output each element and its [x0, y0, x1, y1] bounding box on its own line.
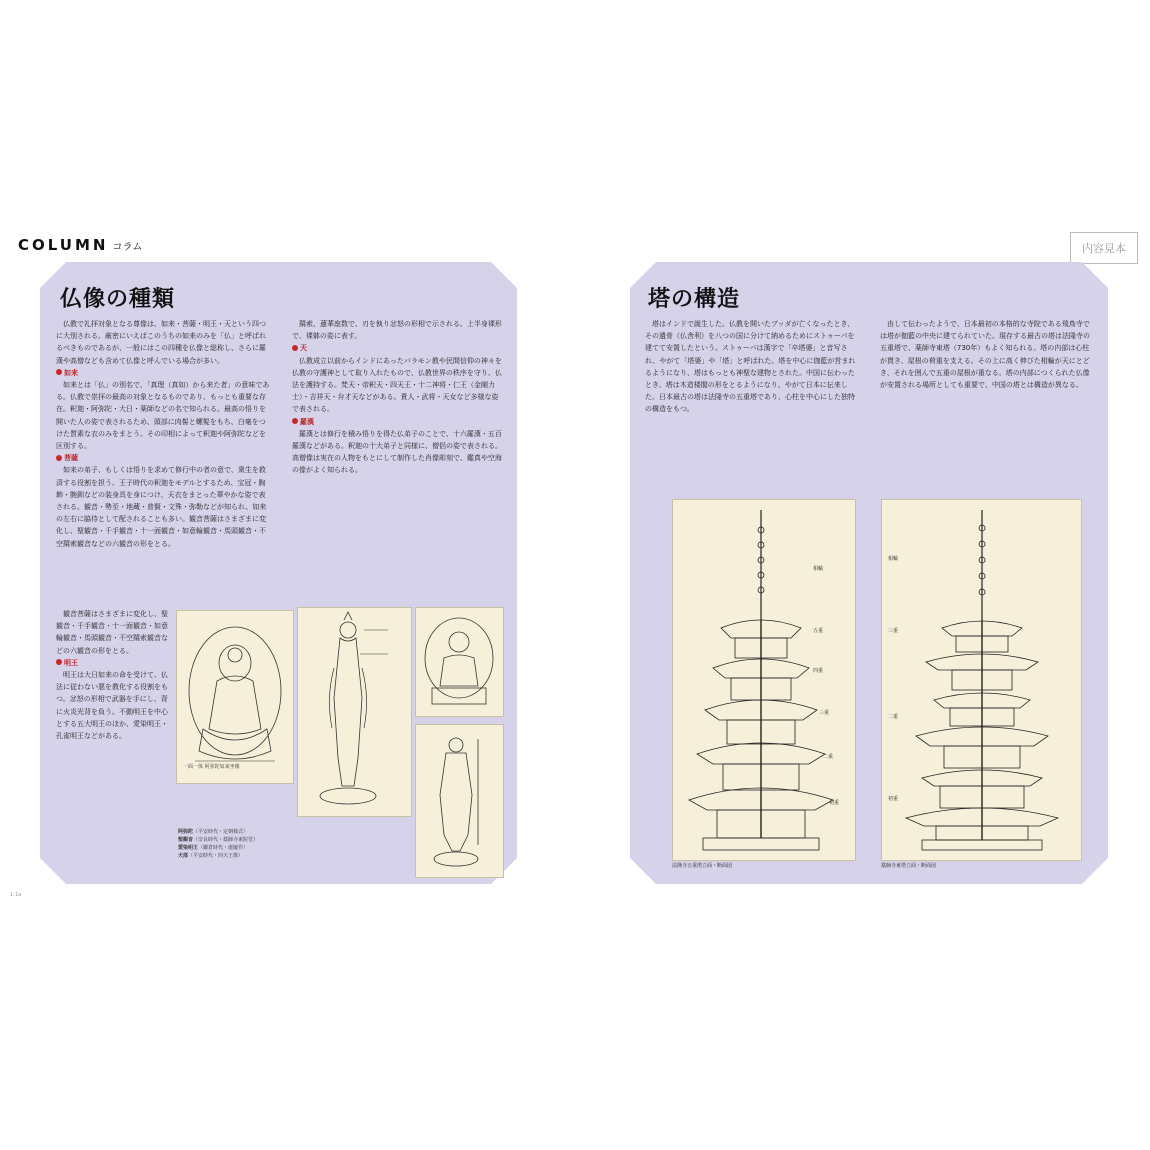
- myoo-paragraph: 明王は大日如来の命を受けて、仏法に従わない悪を教化する役割をもつ。忿怒の形相で武器を手にし、背に火炎光背を負う。不動明王を中心とする五大明王のほか、愛染明王・孔雀明王などがある。: [56, 671, 168, 741]
- subheading-bosatsu: 菩薩: [56, 452, 271, 464]
- caption-row: 愛染明王（鎌倉時代・運慶作）: [178, 845, 249, 851]
- pagoda1-level-label: 五重: [813, 628, 824, 634]
- right-text-column-1: [645, 318, 860, 488]
- pagoda2-top-label: 相輪: [888, 556, 899, 562]
- column-label: COLUMN: [18, 236, 109, 254]
- subheading-rakan: 羅漢: [292, 416, 502, 428]
- pagoda2-level-label: 三重: [888, 628, 899, 634]
- right-text-column-2: [880, 318, 1093, 488]
- left-text-column-1: [56, 318, 271, 608]
- column-header: [18, 236, 142, 254]
- pagoda1-level-label: 初重: [829, 800, 840, 806]
- pagoda-paragraph-2: 由して伝わったようで、日本最初の本格的な寺院である飛鳥寺では塔が伽藍の中央に建てられていた。現存する最古の塔は法隆寺の五重塔で、薬師寺東塔（730年）もよく知られる。塔の内部は心柱が貫き、屋根の荷重を支える。その上に高く伸びた相輪が天にとどき、それを囲んで五重の屋根が重なる。塔の内部につくられた仏像が安置される場所としても重要で、中国の塔とは構造が異なる。: [880, 320, 1090, 390]
- pagoda-drawing-2: [882, 500, 1081, 860]
- right-page-title: 塔の構造: [648, 287, 741, 312]
- page-number: 1-1a: [10, 892, 22, 898]
- column-label-ja: コラム: [112, 242, 143, 253]
- kannon-drawing: [298, 608, 411, 816]
- sample-stamp: 内容見本: [1070, 232, 1138, 264]
- col2-intro: 羂索、蓮華座数で、刃を執り忿怒の形相で示される。上半身裸形で、裸躰の姿に表す。: [292, 320, 502, 341]
- left-text-column-narrow: [56, 608, 168, 878]
- pagoda1-level-label: 二重: [823, 754, 834, 760]
- left-text-column-2: [292, 318, 502, 558]
- figure-myoo: [415, 607, 504, 717]
- subheading-myoo: 明王: [56, 657, 168, 669]
- figure-amida: [176, 610, 294, 784]
- pagoda-drawing-1: [673, 500, 855, 860]
- figure-pagoda-horyuji: [672, 499, 856, 861]
- subheading-nyorai: 如来: [56, 367, 271, 379]
- pagoda1-level-label: 三重: [819, 710, 830, 716]
- myoo-drawing: [416, 608, 503, 716]
- pagoda2-level-label: 初重: [888, 796, 899, 802]
- figure-captions: [178, 828, 293, 860]
- ten-paragraph: 仏教成立以前からインドにあったバラモン教や民間信仰の神々を仏教の守護神として取り入れたもので、仏教世界の秩序を守り、仏法を護持する。梵天・帝釈天・四天王・十二神将・仁王（金剛力士）・吉祥天・弁才天などがある。貴人・武将・天女など多様な姿で表される。: [292, 356, 502, 414]
- bosatsu-paragraph-cont: 観音菩薩はさまざまに変化し、聖観音・千手観音・十一面観音・如意輪観音・馬頭観音・不空羂索観音などの六観音の形をとる。: [56, 610, 168, 655]
- amida-drawing: [177, 611, 293, 783]
- caption-row: 聖観音（奈良時代・薬師寺東院堂）: [178, 837, 259, 843]
- caption-row: 阿弥陀（平安時代・定朝様式）: [178, 829, 249, 835]
- figure-note: 一面一体 阿弥陀如来坐像: [183, 764, 240, 770]
- figure-ten: [415, 724, 504, 878]
- left-page-title: 仏像の種類: [60, 287, 176, 312]
- pagoda-paragraph-1: 塔はインドで誕生した。仏教を開いたブッダが亡くなったとき、その遺骨（仏舎利）を八つの国に分けて納めるためにストゥーパを建てて安置したという。ストゥーパは漢字で「卒塔婆」と音写され、やがて「塔婆」や「塔」と呼ばれた。塔を中心に伽藍が営まれるようになり、塔はもっとも神聖な建物とされた。中国に伝わったとき、塔は木造楼閣の形をとるようになり、やがて日本に伝来した。日本最古の塔は法隆寺の五重塔であり、心柱を中心にした独特の構造をもつ。: [645, 320, 856, 414]
- figure-pagoda-yakushiji: [881, 499, 1082, 861]
- pagoda1-level-label: 四重: [813, 668, 824, 674]
- rakan-paragraph: 羅漢とは修行を積み悟りを得た仏弟子のことで、十六羅漢・五百羅漢などがある。釈迦の十大弟子と同様に、僧侶の姿で表される。高僧像は実在の人物をもとにして制作した肖像彫刻で、鑑真や空海の像がよく知られる。: [292, 429, 502, 475]
- caption-row: 天部（平安時代・四天王像）: [178, 853, 244, 859]
- nyorai-paragraph: 如来とは「仏」の別名で、「真理（真如）から来た者」の意味である。仏教で崇拝の最高の対象となるものであり、もっとも重要な存在。釈迦・阿弥陀・大日・薬師などの名で知られる。最高の悟りを開いた人の姿で表されるため、頭部に肉髻と螺髪をもち、白毫をつけた質素な衣のみをまとう。その印相によって釈迦や阿弥陀などを区別する。: [56, 381, 270, 451]
- figure-kannon: [297, 607, 412, 817]
- ten-drawing: [416, 725, 503, 877]
- bosatsu-paragraph: 如来の弟子、もしくは悟りを求めて修行中の者の意で、衆生を救済する役割を担う。王子時代の釈迦をモデルとするため、宝冠・胸飾・腕釧などの装身具を身につけ、天衣をまとった華やかな姿で表される。観音・勢至・地蔵・普賢・文殊・弥勒などが知られ、如来の左右に脇侍として配されることも多い。観音菩薩はさまざまに変化し、聖観音・千手観音・十一面観音・如意輪観音・馬頭観音・不空羂索観音などの六観音の形をとる。: [56, 466, 267, 548]
- intro-paragraph: 仏教で礼拝対象となる尊像は、如来・菩薩・明王・天という四つに大別される。厳密にいえばこのうちの如来のみを「仏」と呼ばれるべきものであるが、一般にはこの四種を仏像と総称し、さらに羅漢や高僧なども含めて仏像と呼んでいる場合が多い。: [56, 320, 266, 365]
- pagoda2-level-label: 二重: [888, 714, 899, 720]
- pagoda1-caption: 法隆寺五重塔立面・断面図: [672, 863, 733, 869]
- pagoda2-caption: 薬師寺東塔立面・断面図: [881, 863, 937, 869]
- subheading-ten: 天: [292, 342, 502, 354]
- pagoda1-top-label: 相輪: [813, 566, 824, 572]
